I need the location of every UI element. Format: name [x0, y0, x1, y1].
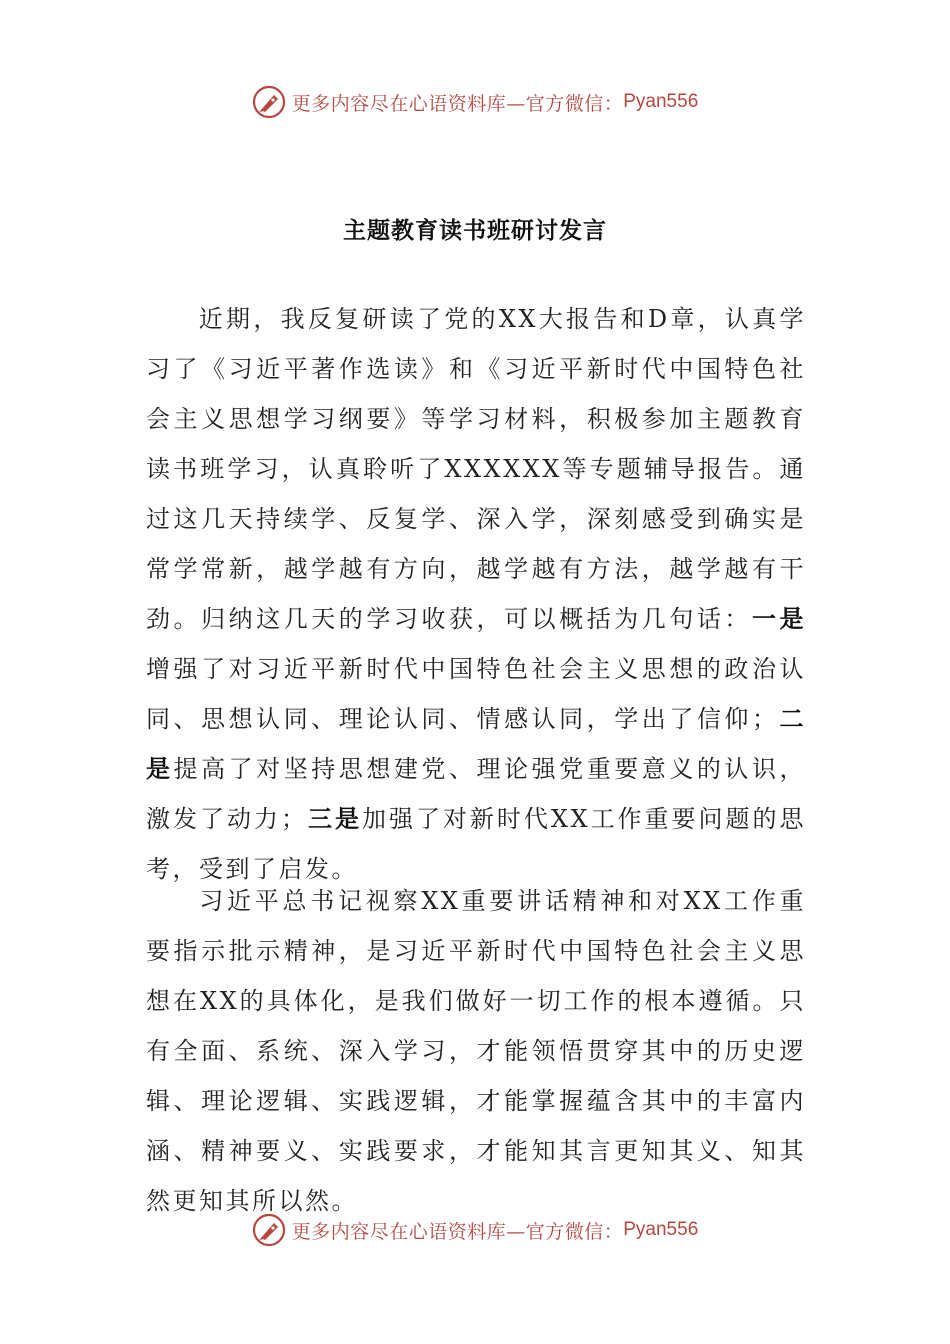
p1-text-1: 近期，我反复研读了党的XX大报告和D章，认真学习了《习近平著作选读》和《习近平新时代中国特色社会主义思想学习纲要》等学习材料，积极参加主题教育读书班学习，认真聆听了XXXXXX等专题辅导报告。通过这几天持续学、反复学、深入学，深刻感受到确实是常学常新，越学越有方向，越学越有方法，越学越有干劲。归纳这几天的学习收获，可以概括为几句话： — [146, 305, 806, 633]
header-wechat-id: Pyan556 — [623, 91, 699, 112]
header-slogan: 更多内容尽在心语资料库—官方微信： — [291, 92, 624, 115]
footer-banner — [0, 1210, 950, 1250]
p2-text: 习近平总书记视察XX重要讲话精神和对XX工作重要指示批示精神，是习近平新时代中国特色社会主义思想在XX的具体化，是我们做好一切工作的根本遵循。只有全面、系统、深入学习，才能领悟贯穿其中的历史逻辑、理论逻辑、实践逻辑，才能掌握蕴含其中的丰富内涵、精神要义、实践要求，才能知其言更知其义、知其然更知其所以然。 — [146, 887, 806, 1215]
p1-bold-2: 二是 — [146, 704, 807, 783]
footer-slogan: 更多内容尽在心语资料库—官方微信： — [291, 1220, 624, 1243]
paragraph-2 — [146, 876, 806, 1226]
p1-text-2: 增强了对习近平新时代中国特色社会主义思想的政治认同、思想认同、理论认同、情感认同，学出了信仰； — [146, 655, 806, 733]
pen-nib-icon — [252, 1213, 286, 1247]
header-banner — [0, 82, 950, 122]
paragraph-1 — [146, 294, 806, 894]
pen-nib-icon — [252, 85, 286, 119]
p1-text-3: 提高了对坚持思想建党、理论强党重要意义的认识，激发了动力； — [146, 755, 807, 833]
p1-bold-3: 三是 — [307, 804, 362, 833]
p1-bold-1: 一是 — [751, 604, 807, 633]
document-title: 主题教育读书班研讨发言 — [343, 217, 607, 244]
footer-wechat-id: Pyan556 — [623, 1219, 699, 1240]
p1-text-4: 加强了对新时代XX工作重要问题的思考，受到了启发。 — [146, 805, 807, 883]
